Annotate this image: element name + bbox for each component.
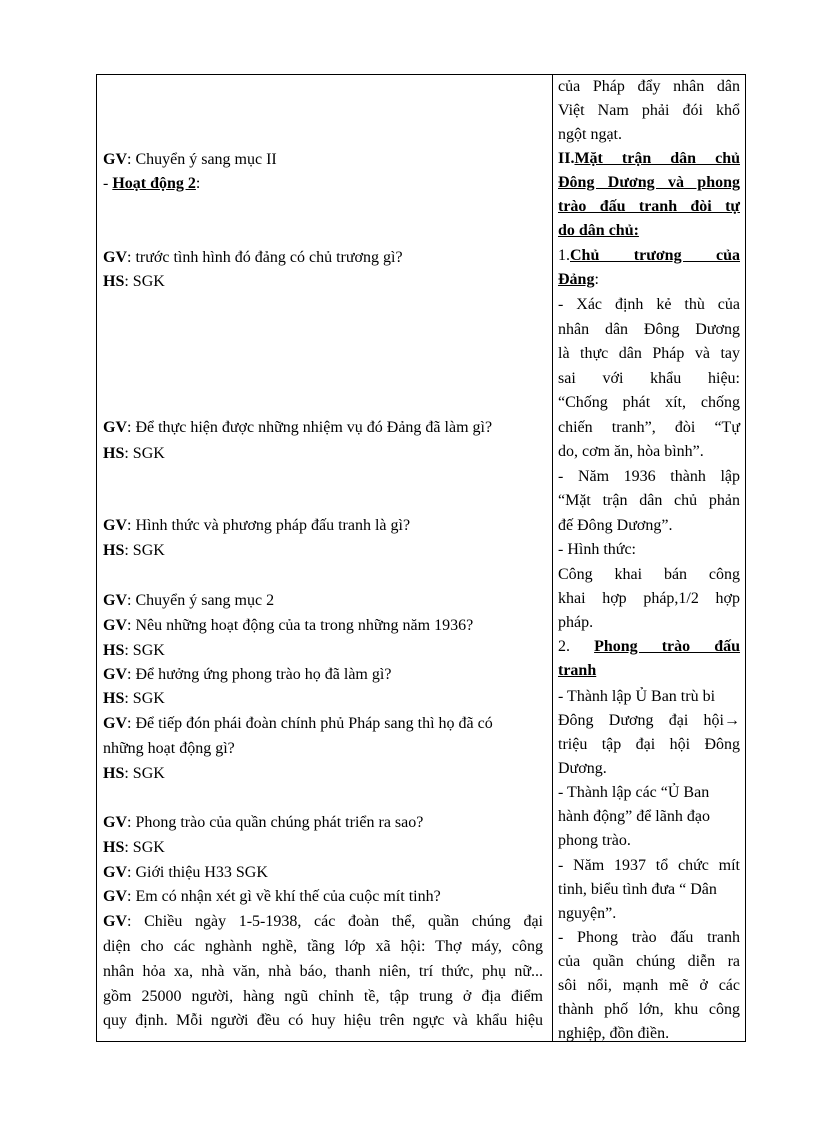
content-line: thành phố lớn, khu công xyxy=(558,1001,740,1018)
content-line: - Hình thức: xyxy=(558,541,636,558)
content-line: chiến tranh”, đòi “Tự xyxy=(558,419,740,436)
subsection-heading: 2. Phong trào đấu xyxy=(558,638,741,655)
narrative-line: diện cho các nghành nghề, tầng lớp xã hội: Thợ máy, công xyxy=(103,938,543,955)
content-line: tinh, biểu tình đưa “ Dân xyxy=(558,881,717,898)
content-line: phong trào. xyxy=(558,832,631,849)
subsection-heading: Đảng: xyxy=(558,271,599,288)
narrative-line: quy định. Mỗi người đều có huy hiệu trên ngực và khẩu hiệu xyxy=(103,1012,543,1029)
dialog-line: GV: trước tình hình đó đảng có chủ trương gì? xyxy=(103,249,403,266)
section-heading: trào đấu tranh đòi tự xyxy=(558,198,740,215)
lesson-table xyxy=(96,74,746,1042)
section-heading: Đông Dương và phong xyxy=(558,174,740,191)
content-line: “Chống phát xít, chống xyxy=(558,394,740,411)
content-line: khai hợp pháp,1/2 hợp xyxy=(558,590,740,607)
activity-heading: - Hoạt động 2: xyxy=(103,175,201,192)
dialog-line: HS: SGK xyxy=(103,642,165,659)
dialog-line: HS: SGK xyxy=(103,445,165,462)
content-line: nguyện”. xyxy=(558,905,617,922)
dialog-line: GV: Để thực hiện được những nhiệm vụ đó Đảng đã làm gì? xyxy=(103,419,493,436)
content-line: do, cơm ăn, hòa bình”. xyxy=(558,443,704,460)
content-line: hành động” để lãnh đạo xyxy=(558,808,710,825)
content-column xyxy=(554,75,744,1041)
dialog-line: GV: Giới thiệu H33 SGK xyxy=(103,864,268,881)
arrow-right-icon: → xyxy=(724,712,740,729)
content-line: - Thành lập Ủ Ban trù bi xyxy=(558,688,716,705)
column-divider xyxy=(552,75,553,1041)
content-line: Công khai bán công xyxy=(558,566,740,583)
dialog-line: GV: Phong trào của quần chúng phát triển ra sao? xyxy=(103,814,424,831)
content-line: Việt Nam phải đói khổ xyxy=(558,102,740,119)
content-line: “Mặt trận dân chủ phản xyxy=(558,492,740,509)
narrative-line: GV: Chiều ngày 1-5-1938, các đoàn thể, quần chúng đại xyxy=(103,913,543,930)
content-line: nghiệp, đồn điền. xyxy=(558,1025,670,1042)
dialog-line: HS: SGK xyxy=(103,542,165,559)
section-heading: do dân chủ: xyxy=(558,222,639,239)
subsection-heading: tranh xyxy=(558,662,597,679)
dialog-line: GV: Chuyển ý sang mục 2 xyxy=(103,592,275,609)
dialog-line: GV: Nêu những hoạt động của ta trong những năm 1936? xyxy=(103,617,474,634)
dialog-line: HS: SGK xyxy=(103,273,165,290)
content-line: - Xác định kẻ thù của xyxy=(558,296,740,313)
content-line: - Năm 1936 thành lập xyxy=(558,468,740,485)
content-line: triệu tập đại hội Đông xyxy=(558,736,740,753)
teacher-student-column xyxy=(97,75,552,1041)
content-line: nhân dân Đông Dương xyxy=(558,321,740,338)
dialog-line: GV: Để tiếp đón phái đoàn chính phủ Pháp sang thì họ đã có xyxy=(103,715,493,732)
dialog-line: HS: SGK xyxy=(103,690,165,707)
dialog-line: GV: Để hưởng ứng phong trào họ đã làm gì? xyxy=(103,666,392,683)
content-line: đế Đông Dương”. xyxy=(558,517,673,534)
content-line: là thực dân Pháp và tay xyxy=(558,345,740,362)
content-line: sai với khẩu hiệu: xyxy=(558,370,740,387)
content-line: Đông Dương đại hội→ xyxy=(558,712,740,729)
content-line: sôi nổi, mạnh mẽ ở các xyxy=(558,977,740,994)
content-line: pháp. xyxy=(558,614,594,631)
dialog-line: HS: SGK xyxy=(103,765,165,782)
content-line: của quần chúng diễn ra xyxy=(558,953,740,970)
section-heading: II.Mặt trận dân chủ xyxy=(558,150,740,167)
content-line: ngột ngạt. xyxy=(558,126,622,143)
dialog-line: GV: Em có nhận xét gì về khí thế của cuộc mít tinh? xyxy=(103,888,441,905)
content-line: - Thành lập các “Ủ Ban xyxy=(558,784,710,801)
content-line: Dương. xyxy=(558,760,607,777)
dialog-line: những hoạt động gì? xyxy=(103,740,235,757)
content-line: - Năm 1937 tổ chức mít xyxy=(558,857,740,874)
dialog-line: GV: Chuyển ý sang mục II xyxy=(103,151,277,168)
dialog-line: HS: SGK xyxy=(103,839,165,856)
narrative-line: gồm 25000 người, hàng ngũ chỉnh tề, tập trung ở địa điểm xyxy=(103,988,543,1005)
dialog-line: GV: Hình thức và phương pháp đấu tranh là gì? xyxy=(103,517,411,534)
content-line: - Phong trào đấu tranh xyxy=(558,929,740,946)
content-line: của Pháp đẩy nhân dân xyxy=(558,78,740,95)
narrative-line: nhân hỏa xa, nhà văn, nhà báo, thanh niên, trí thức, phụ nữ... xyxy=(103,963,543,980)
subsection-heading: 1.Chủ trương của xyxy=(558,247,740,264)
